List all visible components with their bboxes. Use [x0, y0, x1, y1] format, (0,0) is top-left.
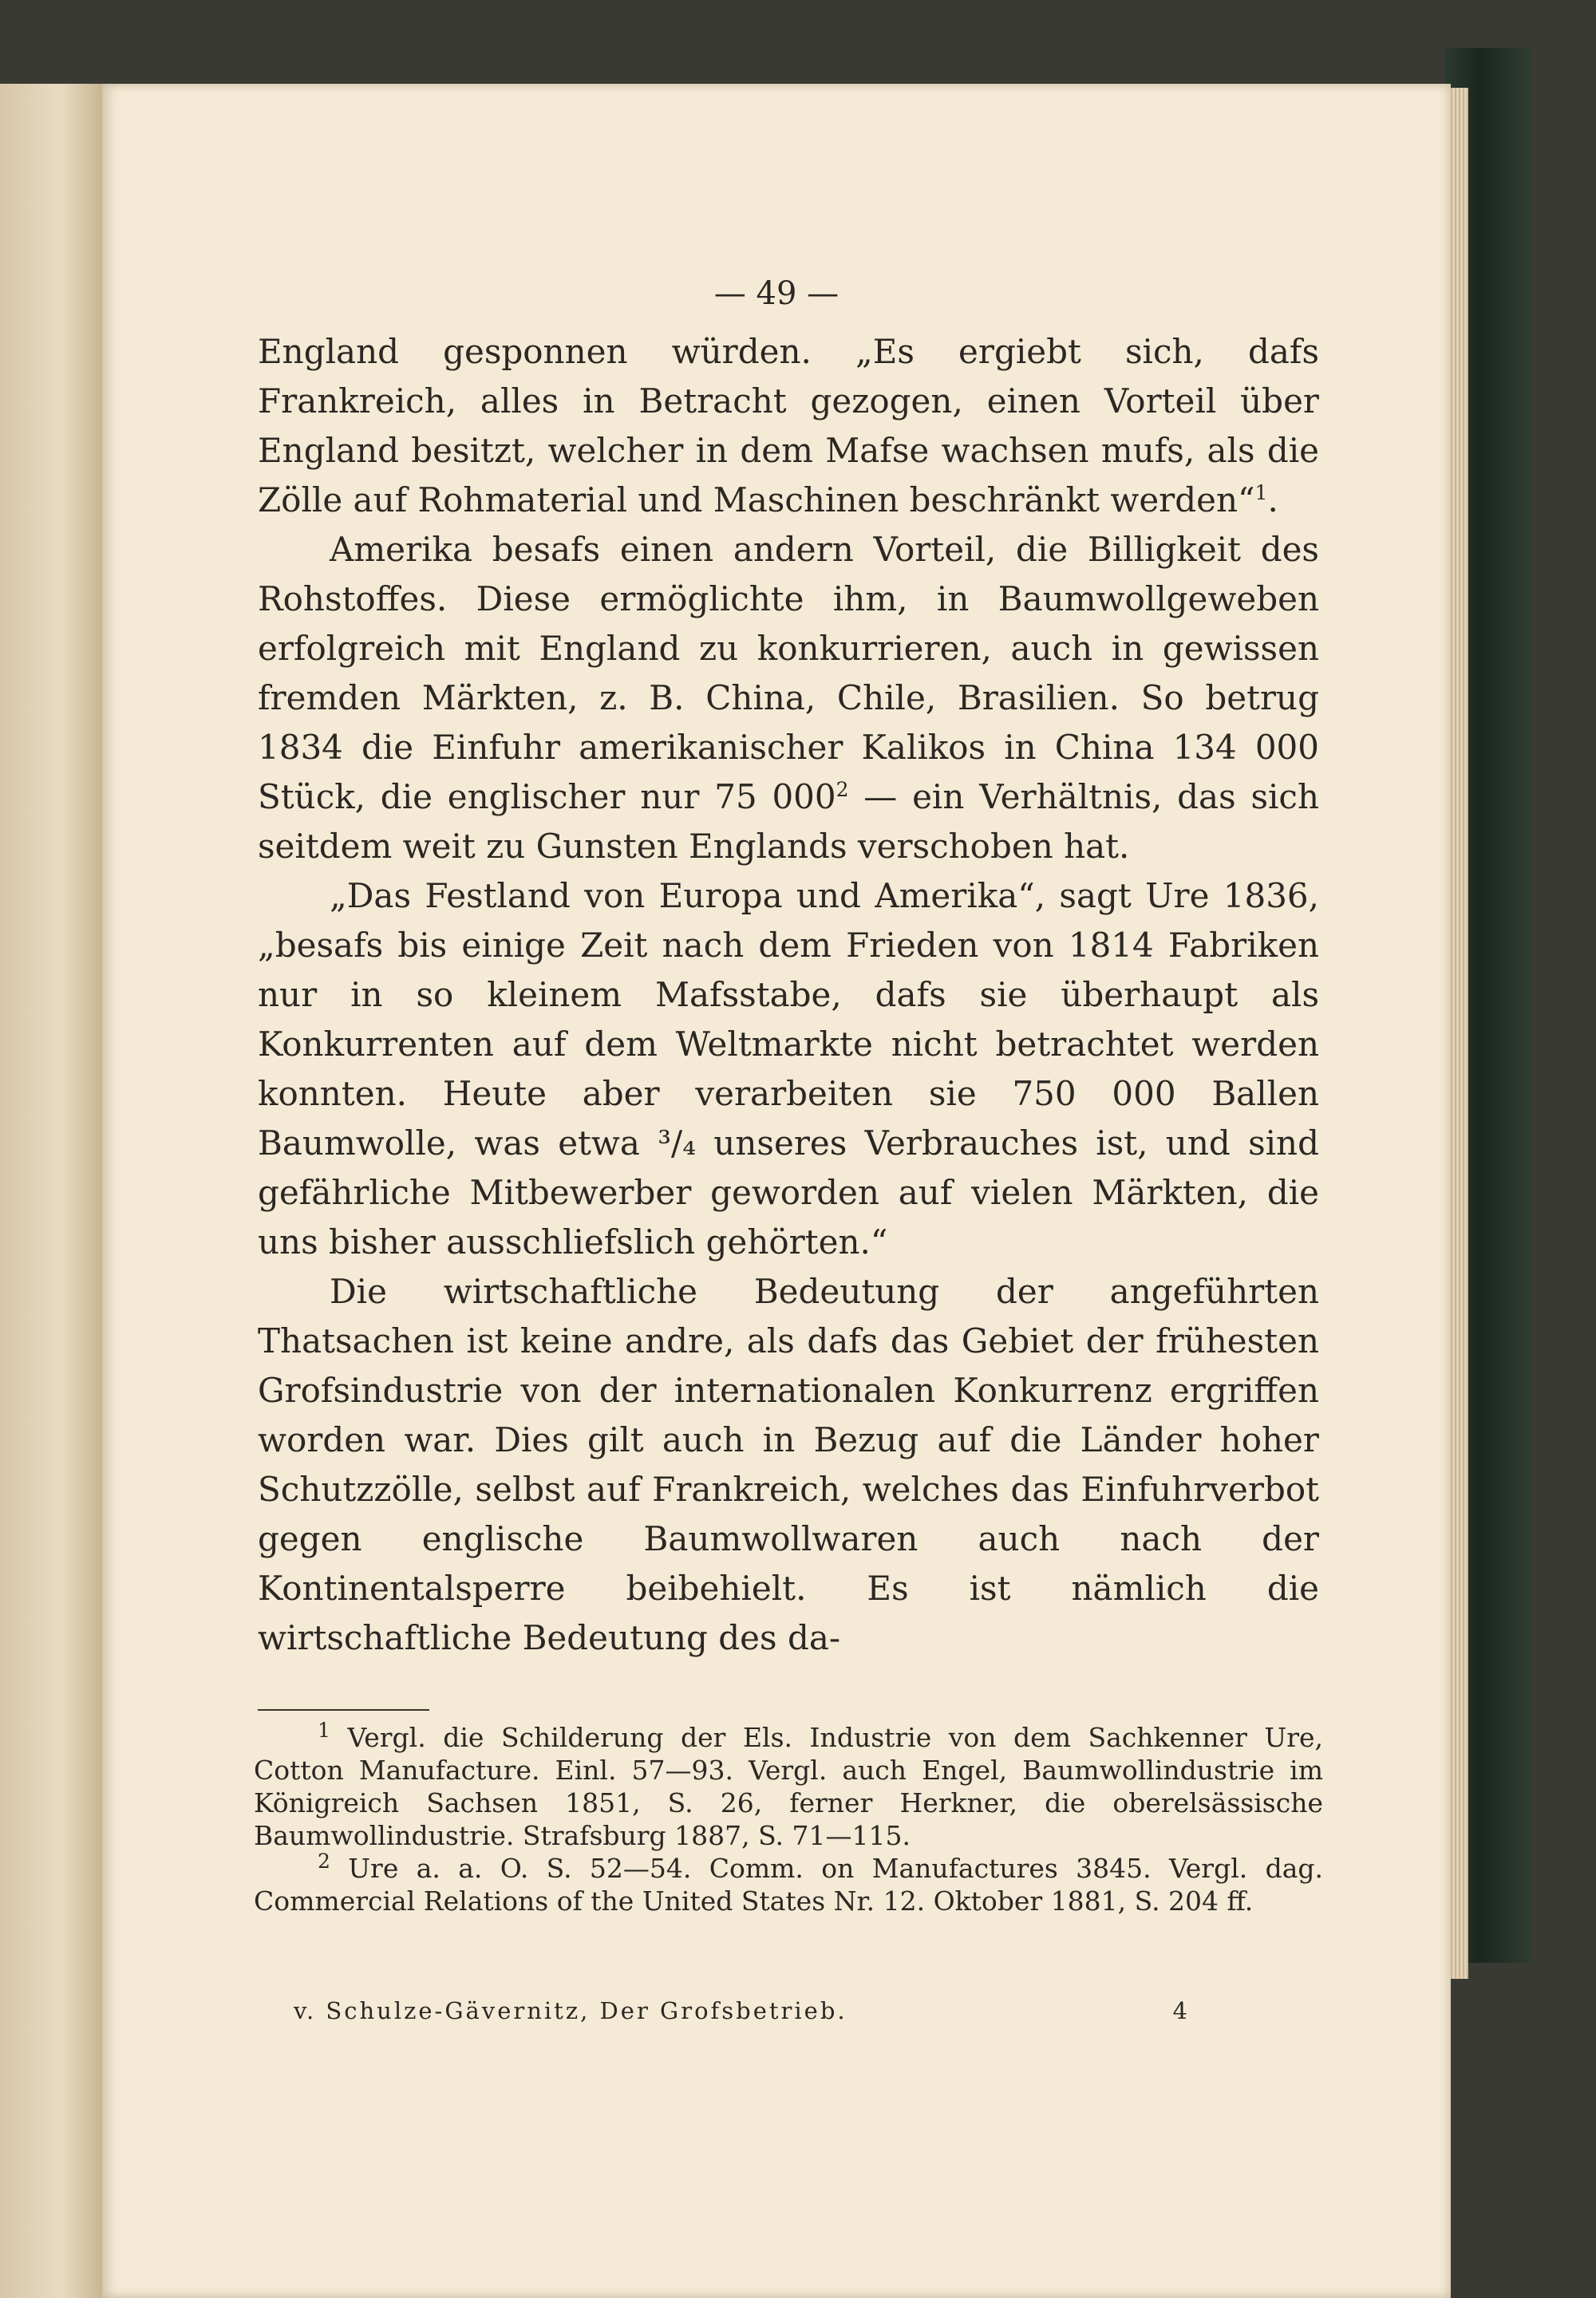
paragraph-3: „Das Festland von Europa und Amerika“, sagt Ure 1836, „besafs bis einige Zeit nach dem Frieden von 1814 Fabriken nur in so kleinem Mafsstabe, dafs sie überhaupt als Konkurrenten auf dem Weltmarkte nicht betrachtet werden konnten. Heute aber verarbeiten sie 750 000 Ballen Baumwolle, was etwa ³/₄ unseres Verbrauches ist, und sind gefährliche Mitbewerber geworden auf vielen Märkten, die uns bisher ausschliefslich gehörten.“: [258, 876, 1319, 1262]
paragraph-4: Die wirtschaftliche Bedeutung der angeführten Thatsachen ist keine andre, als dafs das Gebiet der frühesten Grofsindustrie von der internationalen Konkurrenz ergriffen worden war. Dies gilt auch in Bezug auf die Länder hoher Schutzzölle, selbst auf Frankreich, welches das Einfuhrverbot gegen englische Baumwollwaren auch nach der Kontinentalsperre beibehielt. Es ist nämlich die wirtschaftliche Bedeutung des da-: [258, 1272, 1319, 1657]
book-page: [102, 84, 1451, 2298]
body-text: [258, 327, 1319, 1663]
footnote-2: $^2$ Ure a. a. O. S. 52—54. Comm. on Manufactures 3845. Vergl. dag. Commercial Relations of the United States Nr. 12. Oktober 1881, S. 204 ff.: [254, 1850, 1323, 1917]
paragraph-2: Amerika besafs einen andern Vorteil, die Billigkeit des Rohstoffes. Diese ermöglichte ihm, in Baumwollgeweben erfolgreich mit England zu konkurrieren, auch in gewissen fremden Märkten, z. B. China, Chile, Brasilien. So betrug 1834 die Einfuhr amerikanischer Kalikos in China 134 000 Stück, die englischer nur 75 $000^2$ — ein Verhältnis, das sich seitdem weit zu Gunsten Englands verschoben hat.: [258, 530, 1319, 866]
footnote-divider: [258, 1709, 429, 1711]
footnote-ref-2: 2: [836, 778, 849, 801]
footnote-1: $^1$ Vergl. die Schilderung der Els. Industrie von dem Sachkenner Ure, Cotton Manufacture. Einl. 57—93. Vergl. auch Engel, Baumwollindustrie im Königreich Sachsen 1851, S. 26, ferner Herkner, die oberelsässische Baumwollindustrie. Strafsburg 1887, S. 71—115.: [254, 1719, 1323, 1851]
paragraph-1: England gesponnen würden. „Es ergiebt sich, dafs Frankreich, alles in Betracht gezogen, einen Vorteil über England besitzt, welcher in dem Mafse wachsen mufs, als die Zölle auf Rohmaterial und Maschinen beschränkt werden“$^1$.: [258, 332, 1319, 519]
facing-page-edge: [0, 84, 102, 2298]
footnote-ref-1: 1: [1254, 481, 1268, 504]
footnotes: [254, 1721, 1323, 1917]
page-number: — 49 —: [713, 275, 839, 312]
signature-mark: 4: [1172, 1997, 1187, 2024]
footer-author-title: v. Schulze-Gävernitz, Der Grofsbetrieb.: [294, 1997, 847, 2024]
page-footer: [294, 1997, 1187, 2024]
